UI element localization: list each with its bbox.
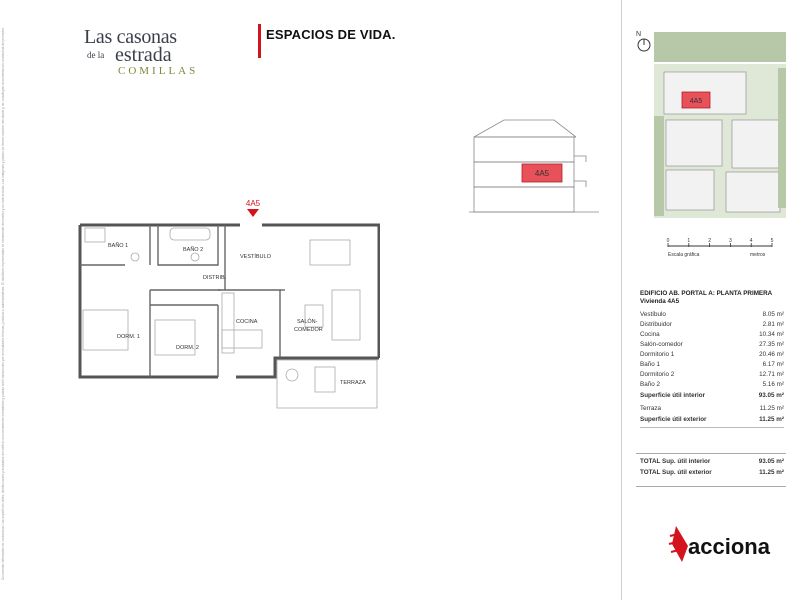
- logo-line-2b: estrada: [115, 44, 172, 66]
- area-row-value: 2.81 m²: [762, 321, 784, 328]
- acciona-wordmark: acciona: [688, 534, 770, 559]
- north-label: N: [636, 31, 642, 38]
- scale-label: Escala gráfica: [668, 252, 700, 258]
- area-row-name: Baño 1: [640, 361, 660, 368]
- area-row-value: 10.34 m²: [759, 331, 784, 338]
- sofa: [332, 290, 360, 340]
- info-separator: [640, 427, 784, 428]
- terrace-table: [315, 367, 335, 392]
- label-bano2: BAÑO 2: [183, 247, 204, 253]
- scale-tick-0: 0: [666, 238, 670, 244]
- page-headline: ESPACIOS DE VIDA.: [266, 27, 396, 42]
- acciona-mark-icon: [668, 522, 788, 566]
- exterior-total-value: 11.25 m²: [759, 416, 784, 423]
- section-unit-tag: 4A5: [534, 169, 550, 178]
- floor-plan: [70, 195, 380, 410]
- headline-accent-bar: [258, 24, 261, 58]
- grand-total-exterior-label: TOTAL Sup. útil exterior: [640, 469, 712, 476]
- area-row-value: 20.46 m²: [759, 351, 784, 358]
- terraza-value: 11.25 m²: [759, 405, 784, 412]
- grand-total-interior-value: 93.05 m²: [758, 458, 784, 465]
- area-row-name: Baño 2: [640, 381, 660, 388]
- area-row-name: Salón-comedor: [640, 341, 683, 348]
- terraza-label: Terraza: [640, 405, 661, 412]
- legal-disclaimer: [2, 20, 12, 580]
- bathtub: [170, 228, 210, 240]
- exterior-total-label: Superficie útil exterior: [640, 416, 707, 423]
- label-distrib: DISTRIB.: [203, 275, 227, 281]
- bed-1: [83, 310, 128, 350]
- site-plan: [628, 28, 788, 218]
- area-row-value: 12.71 m²: [759, 371, 784, 378]
- area-row-value: 5.16 m²: [762, 381, 784, 388]
- label-bano1: BAÑO 1: [108, 243, 129, 249]
- green-strip-top: [654, 32, 786, 62]
- label-vestibulo: VESTÍBULO: [240, 254, 271, 260]
- scale-tick-2: 2: [708, 238, 711, 244]
- label-dorm2: DORM. 2: [176, 345, 199, 351]
- scale-bar: [666, 236, 776, 260]
- label-salon-1: SALÓN-: [297, 319, 318, 325]
- shower: [85, 228, 105, 242]
- scale-tick-4: 4: [749, 238, 753, 244]
- interior-total-value: 93.05 m²: [758, 392, 784, 399]
- area-row-value: 27.35 m²: [759, 341, 784, 348]
- label-salon-2: COMEDOR: [294, 327, 323, 333]
- area-row-name: Dormitorio 2: [640, 371, 675, 378]
- logo-line-1: Las casonas: [84, 26, 177, 48]
- area-row-name: Dormitorio 1: [640, 351, 675, 358]
- acciona-logo: [668, 522, 788, 566]
- unit-subtitle: Vivienda 4A5: [640, 298, 680, 305]
- area-row-name: Vestíbulo: [640, 311, 666, 318]
- building-title: EDIFICIO AB. PORTAL A: PLANTA PRIMERA: [640, 290, 773, 297]
- building-section: [464, 112, 604, 222]
- area-row-value: 8.05 m²: [762, 311, 784, 318]
- column-divider: [621, 0, 622, 600]
- scale-tick-1: 1: [687, 238, 691, 244]
- label-dorm1: DORM. 1: [117, 334, 140, 340]
- kitchen-counter: [222, 330, 262, 348]
- legal-disclaimer-text: Documento informativo no contractual. Las superficies útiles, distribuciones y acabados del edificio son meramente orientativos y podrán sufrir variaciones por necesidades técnicas, jurídicas o administrativas. El mobiliario representado es meramente decorativo y no está incluido. Las imágenes y planos no tienen carácter vinculante y no constituyen documentación contractual del promotor.: [1, 27, 5, 580]
- logo-line-3: COMILLAS: [118, 65, 199, 77]
- grand-total-exterior-value: 11.25 m²: [759, 469, 784, 476]
- graphic-scale: [666, 236, 776, 260]
- area-row-name: Cocina: [640, 331, 660, 338]
- plan-unit-tag: 4A5: [245, 199, 261, 208]
- label-terraza: TERRAZA: [340, 380, 366, 386]
- label-cocina: COCINA: [236, 319, 258, 325]
- scale-unit: metros: [750, 252, 766, 258]
- dining-table: [310, 240, 350, 265]
- kitchen-worktop: [222, 293, 234, 353]
- scale-tick-5: 5: [770, 238, 774, 244]
- site-unit-tag: 4A5: [689, 98, 703, 105]
- grand-total-interior-label: TOTAL Sup. útil interior: [640, 458, 711, 465]
- interior-total-label: Superficie útil interior: [640, 392, 706, 399]
- area-row-value: 6.17 m²: [762, 361, 784, 368]
- brand-logo: [72, 26, 202, 80]
- logo-line-2a: de la: [87, 50, 105, 60]
- entry-marker-icon: [247, 209, 259, 217]
- scale-tick-3: 3: [729, 238, 732, 244]
- area-row-name: Distribuidor: [640, 321, 672, 328]
